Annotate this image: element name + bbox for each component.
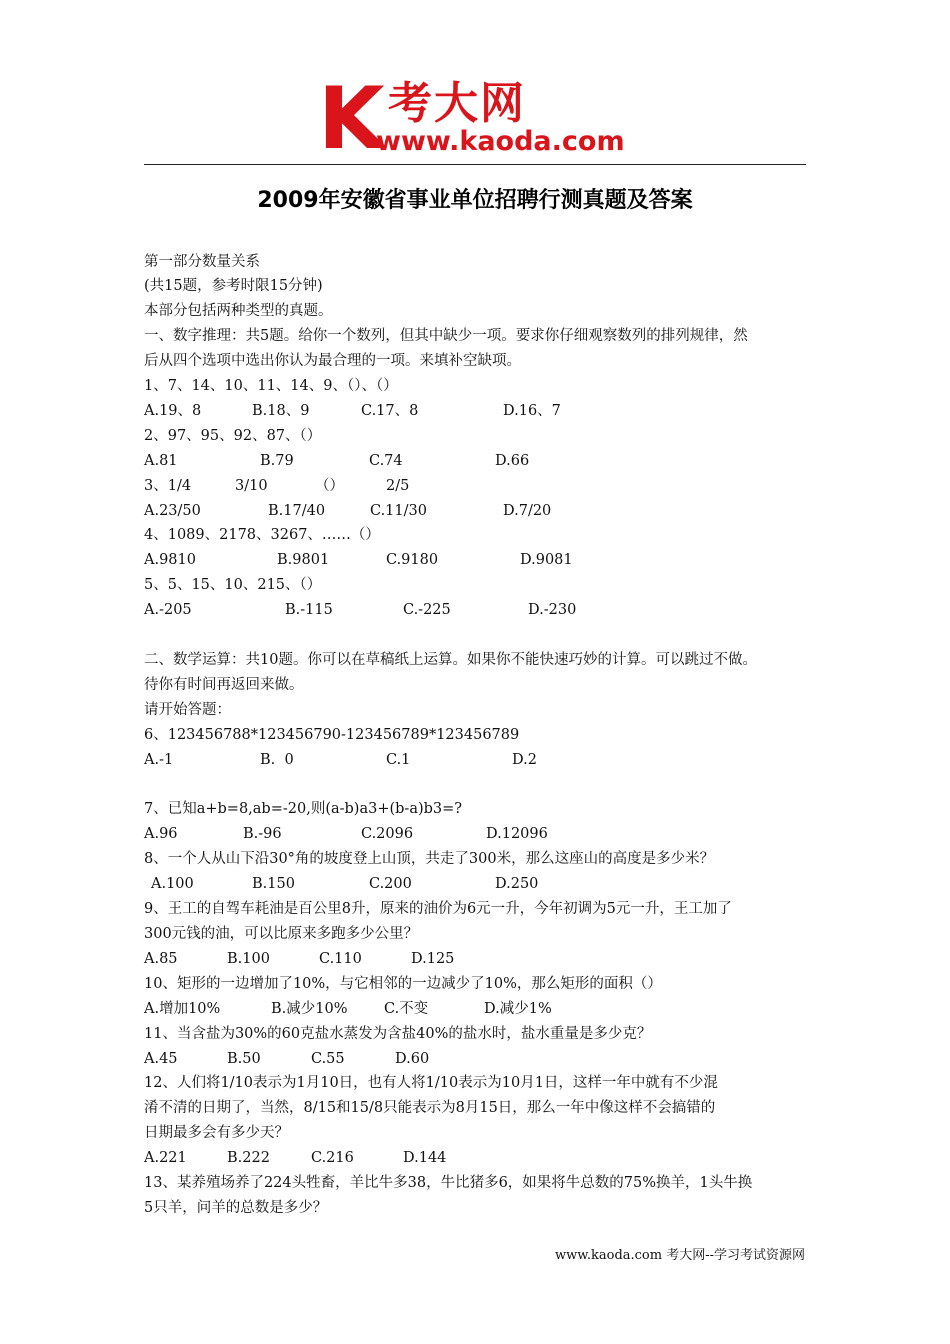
option-c: C.55 bbox=[311, 1051, 345, 1067]
intro-line: 第一部分数量关系 bbox=[144, 254, 260, 270]
question-12: 12、人们将1/10表示为1月10日，也有人将1/10表示为10月1日，这样一年中就有不少混 bbox=[144, 1075, 718, 1091]
question-4: 4、1089、2178、3267、……（） bbox=[144, 527, 380, 543]
option-d: D.144 bbox=[403, 1150, 447, 1166]
kaoda-logo bbox=[318, 69, 648, 169]
question-13: 5只羊，问羊的总数是多少？ bbox=[144, 1200, 328, 1216]
question-7-options bbox=[144, 822, 804, 846]
question-3-blank: （） bbox=[315, 478, 344, 494]
option-a: A.96 bbox=[144, 826, 178, 842]
option-c: C.1 bbox=[386, 752, 411, 768]
option-d: D.9081 bbox=[520, 552, 573, 568]
option-c: C.110 bbox=[319, 951, 362, 967]
option-a: A.45 bbox=[144, 1051, 178, 1067]
option-b: B.减少10% bbox=[271, 1001, 348, 1017]
question-4-options bbox=[144, 548, 804, 572]
header-rule bbox=[144, 164, 806, 165]
question-3-term: 2/5 bbox=[386, 478, 410, 494]
intro-line: 本部分包括两种类型的真题。 bbox=[144, 303, 333, 319]
page-footer: www.kaoda.com 考大网--学习考试资源网 bbox=[555, 1248, 805, 1263]
option-a: A.19、8 bbox=[144, 403, 202, 419]
option-b: B.50 bbox=[227, 1051, 261, 1067]
question-5: 5、5、15、10、215、（） bbox=[144, 577, 322, 593]
question-1: 1、7、14、10、11、14、9、（）、（） bbox=[144, 378, 398, 394]
question-8: 8、一个人从山下沿30°角的坡度登上山顶，共走了300米，那么这座山的高度是多少米？ bbox=[144, 851, 715, 867]
question-10-options bbox=[144, 997, 804, 1021]
option-a: A.221 bbox=[144, 1150, 187, 1166]
option-d: D.125 bbox=[411, 951, 455, 967]
option-d: D.7/20 bbox=[503, 503, 552, 519]
section-2-intro: 二、数学运算：共10题。你可以在草稿纸上运算。如果你不能快速巧妙的计算。可以跳过不做。 bbox=[144, 652, 757, 668]
option-d: D.减少1% bbox=[484, 1001, 552, 1017]
section-2-intro: 待你有时间再返回来做。 bbox=[144, 677, 304, 693]
option-c: C.2096 bbox=[361, 826, 414, 842]
question-8-options bbox=[144, 872, 804, 896]
logo-chinese-name: 考大网 bbox=[388, 78, 526, 129]
option-b: B.17/40 bbox=[268, 503, 326, 519]
option-a: A.85 bbox=[144, 951, 178, 967]
question-2-options bbox=[144, 449, 804, 473]
question-2: 2、97、95、92、87、（） bbox=[144, 428, 322, 444]
option-d: D.-230 bbox=[528, 602, 577, 618]
option-a: A.23/50 bbox=[144, 503, 201, 519]
option-a: A.增加10% bbox=[144, 1001, 221, 1017]
option-b: B.222 bbox=[227, 1150, 270, 1166]
question-12: 日期最多会有多少天？ bbox=[144, 1125, 289, 1141]
option-b: B.18、9 bbox=[252, 403, 310, 419]
question-9: 9、王工的自驾车耗油是百公里8升，原来的油价为6元一升，今年初调为5元一升，王工加了 bbox=[144, 901, 732, 917]
question-12-options bbox=[144, 1146, 804, 1170]
question-7: 7、已知a+b=8,ab=-20,则(a-b)a3+(b-a)b3=? bbox=[144, 801, 463, 817]
section-2-start: 请开始答题： bbox=[144, 702, 231, 718]
option-b: B.79 bbox=[260, 453, 294, 469]
question-11: 11、当含盐为30%的60克盐水蒸发为含盐40%的盐水时，盐水重量是多少克？ bbox=[144, 1026, 652, 1042]
question-6-options bbox=[144, 748, 804, 772]
option-d: D.16、7 bbox=[503, 403, 561, 419]
option-c: C.11/30 bbox=[370, 503, 427, 519]
question-13: 13、某养殖场养了224头牲畜，羊比牛多38，牛比猪多6，如果将牛总数的75%换羊，1头牛换 bbox=[144, 1175, 753, 1191]
document-title: 2009年安徽省事业单位招聘行测真题及答案 bbox=[257, 188, 693, 213]
option-c: C.216 bbox=[311, 1150, 354, 1166]
option-a: A.100 bbox=[151, 876, 194, 892]
option-a: A.81 bbox=[144, 453, 178, 469]
question-5-options bbox=[144, 598, 804, 622]
option-c: C.200 bbox=[369, 876, 412, 892]
question-3-options bbox=[144, 499, 804, 523]
option-b: B.150 bbox=[252, 876, 295, 892]
option-d: D.66 bbox=[495, 453, 530, 469]
logo-url: www.kaoda.com bbox=[376, 126, 625, 157]
question-3 bbox=[144, 474, 804, 498]
option-b: B.-115 bbox=[285, 602, 333, 618]
question-3-term: 3/10 bbox=[235, 478, 268, 494]
option-c: C.9180 bbox=[386, 552, 439, 568]
intro-line: 后从四个选项中选出你认为最合理的一项。来填补空缺项。 bbox=[144, 353, 521, 369]
option-d: D.12096 bbox=[486, 826, 548, 842]
option-c: C.17、8 bbox=[361, 403, 419, 419]
question-9-options bbox=[144, 947, 804, 971]
question-10: 10、矩形的一边增加了10%，与它相邻的一边减少了10%，那么矩形的面积（） bbox=[144, 976, 662, 992]
option-a: A.-1 bbox=[144, 752, 174, 768]
intro-line: 一、数字推理：共5题。给你一个数列，但其中缺少一项。要求你仔细观察数列的排列规律，然 bbox=[144, 328, 748, 344]
question-6: 6、123456788*123456790-123456789*123456789 bbox=[144, 727, 520, 743]
option-c: C.74 bbox=[369, 453, 403, 469]
option-a: A.9810 bbox=[144, 552, 196, 568]
option-c: C.-225 bbox=[403, 602, 451, 618]
question-11-options bbox=[144, 1047, 804, 1071]
logo-k-mark: K bbox=[318, 69, 383, 169]
option-b: B. 0 bbox=[260, 752, 294, 768]
option-d: D.2 bbox=[512, 752, 537, 768]
option-d: D.60 bbox=[395, 1051, 430, 1067]
question-9: 300元钱的油，可以比原来多跑多少公里？ bbox=[144, 926, 419, 942]
question-3-term: 3、1/4 bbox=[144, 478, 192, 494]
option-b: B.-96 bbox=[243, 826, 282, 842]
question-12: 淆不清的日期了，当然，8/15和15/8只能表示为8月15日，那么一年中像这样不会搞错的 bbox=[144, 1100, 716, 1116]
option-d: D.250 bbox=[495, 876, 539, 892]
option-b: B.9801 bbox=[277, 552, 330, 568]
option-b: B.100 bbox=[227, 951, 270, 967]
option-c: C.不变 bbox=[384, 1001, 429, 1017]
option-a: A.-205 bbox=[144, 602, 192, 618]
intro-line: (共15题，参考时限15分钟) bbox=[144, 278, 323, 294]
question-1-options bbox=[144, 399, 804, 423]
